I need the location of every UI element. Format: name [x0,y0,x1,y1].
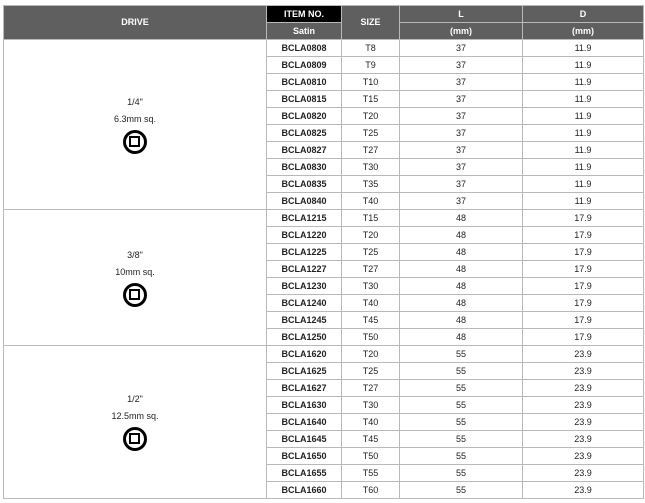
length-cell: 37 [400,125,523,142]
diameter-cell: 23.9 [523,397,644,414]
length-cell: 48 [400,278,523,295]
item-code: BCLA1645 [267,431,342,448]
diameter-cell: 17.9 [523,210,644,227]
diameter-cell: 17.9 [523,329,644,346]
diameter-cell: 17.9 [523,227,644,244]
size-cell: T30 [342,159,400,176]
item-code: BCLA1627 [267,380,342,397]
table-row [4,346,644,363]
size-cell: T27 [342,142,400,159]
size-cell: T50 [342,329,400,346]
table-body [4,40,644,499]
diameter-cell: 11.9 [523,142,644,159]
item-code: BCLA0810 [267,74,342,91]
length-cell: 37 [400,91,523,108]
size-cell: T9 [342,57,400,74]
length-cell: 37 [400,159,523,176]
item-code: BCLA0835 [267,176,342,193]
diameter-cell: 17.9 [523,295,644,312]
item-code: BCLA0820 [267,108,342,125]
length-cell: 48 [400,312,523,329]
length-cell: 48 [400,261,523,278]
diameter-cell: 11.9 [523,40,644,57]
diameter-cell: 23.9 [523,465,644,482]
item-code: BCLA1225 [267,244,342,261]
spec-table [3,5,644,499]
length-cell: 48 [400,295,523,312]
length-cell: 55 [400,465,523,482]
length-cell: 55 [400,380,523,397]
header-finish: Satin [267,23,342,40]
header-d-unit: (mm) [523,23,644,40]
item-code: BCLA1215 [267,210,342,227]
item-code: BCLA1650 [267,448,342,465]
drive-metric: 10mm sq. [115,266,155,277]
drive-fraction: 3/8" [127,249,143,260]
header-l-unit: (mm) [400,23,523,40]
size-cell: T25 [342,363,400,380]
length-cell: 55 [400,397,523,414]
item-code: BCLA1220 [267,227,342,244]
item-code: BCLA1625 [267,363,342,380]
item-code: BCLA1250 [267,329,342,346]
size-cell: T60 [342,482,400,499]
header-size: SIZE [342,6,400,40]
length-cell: 37 [400,57,523,74]
size-cell: T15 [342,91,400,108]
diameter-cell: 23.9 [523,431,644,448]
diameter-cell: 11.9 [523,176,644,193]
drive-cell [4,346,267,499]
diameter-cell: 23.9 [523,448,644,465]
item-code: BCLA1230 [267,278,342,295]
size-cell: T27 [342,380,400,397]
square-drive-icon [123,283,147,307]
header-item-no: ITEM NO. [267,6,342,23]
diameter-cell: 23.9 [523,482,644,499]
item-code: BCLA1655 [267,465,342,482]
diameter-cell: 11.9 [523,57,644,74]
size-cell: T40 [342,193,400,210]
diameter-cell: 17.9 [523,244,644,261]
size-cell: T8 [342,40,400,57]
item-code: BCLA1620 [267,346,342,363]
length-cell: 48 [400,210,523,227]
drive-fraction: 1/2" [127,394,143,404]
header-drive: DRIVE [4,6,267,40]
drive-fraction: 1/4" [127,96,143,107]
size-cell: T25 [342,244,400,261]
diameter-cell: 11.9 [523,125,644,142]
item-code: BCLA0840 [267,193,342,210]
length-cell: 37 [400,193,523,210]
diameter-cell: 11.9 [523,108,644,125]
item-code: BCLA1640 [267,414,342,431]
header-d: D [523,6,644,23]
size-cell: T55 [342,465,400,482]
length-cell: 37 [400,74,523,91]
size-cell: T50 [342,448,400,465]
diameter-cell: 11.9 [523,159,644,176]
item-code: BCLA0827 [267,142,342,159]
size-cell: T30 [342,278,400,295]
size-cell: T27 [342,261,400,278]
drive-cell [4,210,267,346]
length-cell: 55 [400,414,523,431]
item-code: BCLA1660 [267,482,342,499]
length-cell: 55 [400,448,523,465]
table-row [4,210,644,227]
size-cell: T15 [342,210,400,227]
item-code: BCLA0809 [267,57,342,74]
item-code: BCLA0830 [267,159,342,176]
length-cell: 48 [400,329,523,346]
drive-metric: 6.3mm sq. [113,113,156,124]
item-code: BCLA0808 [267,40,342,57]
drive-metric: 12.5mm sq. [111,411,159,421]
size-cell: T30 [342,397,400,414]
size-cell: T45 [342,431,400,448]
size-cell: T20 [342,227,400,244]
header-l: L [400,6,523,23]
table-row [4,40,644,57]
length-cell: 55 [400,482,523,499]
item-code: BCLA1630 [267,397,342,414]
diameter-cell: 11.9 [523,91,644,108]
length-cell: 55 [400,346,523,363]
size-cell: T20 [342,108,400,125]
length-cell: 37 [400,40,523,57]
table-header [4,6,644,40]
diameter-cell: 17.9 [523,261,644,278]
diameter-cell: 11.9 [523,193,644,210]
size-cell: T25 [342,125,400,142]
size-cell: T40 [342,414,400,431]
diameter-cell: 23.9 [523,346,644,363]
diameter-cell: 23.9 [523,414,644,431]
diameter-cell: 11.9 [523,74,644,91]
item-code: BCLA0825 [267,125,342,142]
length-cell: 37 [400,108,523,125]
length-cell: 48 [400,227,523,244]
diameter-cell: 23.9 [523,380,644,397]
diameter-cell: 17.9 [523,278,644,295]
item-code: BCLA1227 [267,261,342,278]
size-cell: T40 [342,295,400,312]
size-cell: T10 [342,74,400,91]
item-code: BCLA1240 [267,295,342,312]
length-cell: 55 [400,431,523,448]
square-drive-icon [123,130,147,154]
length-cell: 48 [400,244,523,261]
size-cell: T35 [342,176,400,193]
item-code: BCLA0815 [267,91,342,108]
item-code: BCLA1245 [267,312,342,329]
size-cell: T45 [342,312,400,329]
diameter-cell: 17.9 [523,312,644,329]
square-drive-icon [123,427,147,451]
diameter-cell: 23.9 [523,363,644,380]
size-cell: T20 [342,346,400,363]
length-cell: 37 [400,176,523,193]
length-cell: 55 [400,363,523,380]
drive-cell [4,40,267,210]
length-cell: 37 [400,142,523,159]
